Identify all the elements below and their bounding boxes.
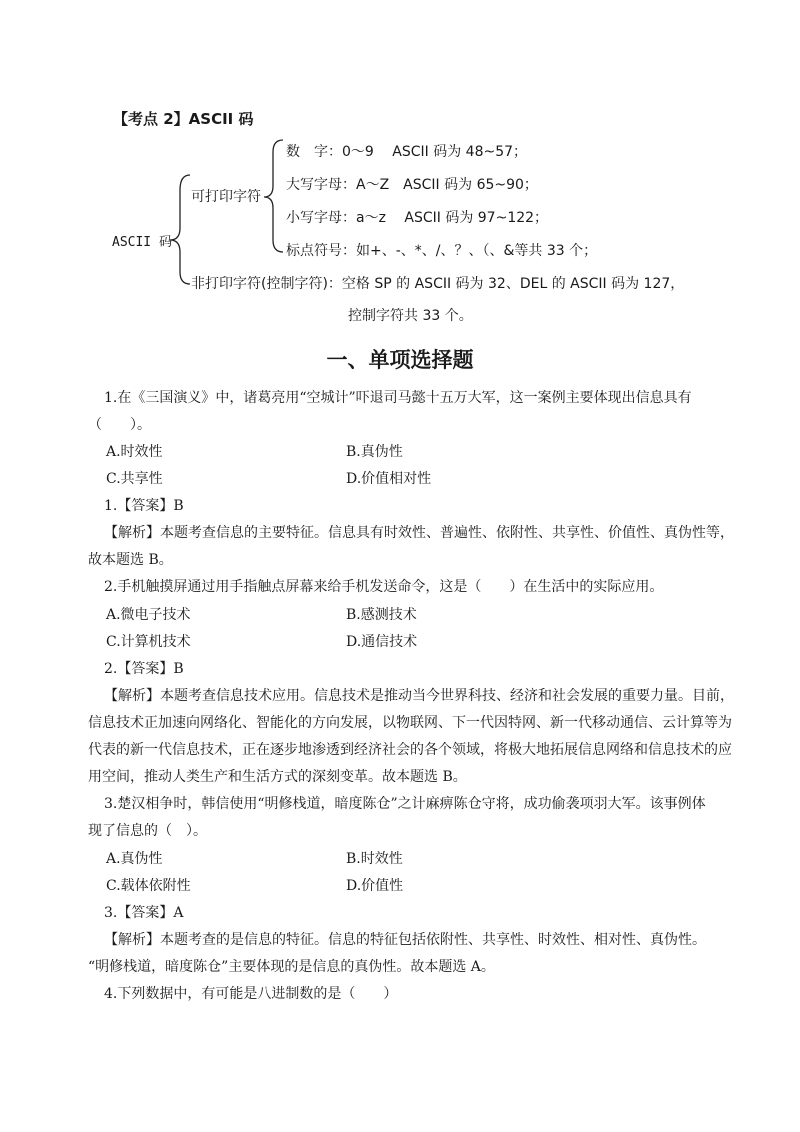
q2-option-b: B.感测技术 [346,607,417,623]
q2-stem-line1: 2.手机触摸屏通过用手指触点屏幕来给手机发送命令，这是（ ）在生活中的实际应用。 [104,579,664,595]
q2-option-d: D.通信技术 [346,634,418,650]
section-title: 一、单项选择题 [326,348,474,372]
q3-option-c: C.载体依附性 [106,878,191,894]
q3-option-d: D.价值性 [346,878,404,894]
q2-option-c: C.计算机技术 [106,634,191,650]
q2-option-a: A.微电子技术 [106,607,191,623]
q3-stem-line1: 3.楚汉相争时，韩信使用“明修栈道，暗度陈仓”之计麻痹陈仓守将，成功偷袭项羽大军。该事例体 [104,796,706,812]
nonprintable-line1: 非打印字符(控制字符)：空格 SP 的 ASCII 码为 32、DEL 的 ASCII 码为 127， [191,276,685,292]
q1-analysis-line1: 【解析】本题考查信息的主要特征。信息具有时效性、普遍性、依附性、共享性、价值性、真伪性等， [104,525,734,541]
root-brace [170,175,190,284]
q2-analysis-line2: 信息技术正加速向网络化、智能化的方向发展，以物联网、下一代因特网、新一代移动通信、云计算等为 [88,715,732,731]
nonprintable-line2: 控制字符共 33 个。 [348,308,473,324]
printable-label: 可打印字符 [191,189,261,205]
q2-answer: 2.【答案】B [104,661,184,677]
q3-stem-line2: 现了信息的（ ）。 [88,823,207,839]
q3-analysis-line1: 【解析】本题考查的是信息的特征。信息的特征包括依附性、共享性、时效性、相对性、真伪性。 [104,932,706,948]
q1-option-d: D.价值相对性 [346,471,432,487]
printable-item-digits: 数 字：0～9 ASCII 码为 48~57； [286,144,528,160]
ascii-root-label: ASCII 码 [112,235,172,250]
q1-stem-line1: 1.在《三国演义》中，诸葛亮用“空城计”吓退司马懿十五万大军，这一案例主要体现出信息具有 [104,390,692,406]
q3-answer: 3.【答案】A [104,905,184,921]
printable-item-lowercase: 小写字母：a～z ASCII 码为 97~122； [286,210,549,226]
printable-item-uppercase: 大写字母：A～Z ASCII 码为 65~90； [286,177,538,193]
q1-option-c: C.共享性 [106,471,163,487]
q2-analysis-line4: 用空间，推动人类生产和生活方式的深刻变革。故本题选 B。 [88,769,467,785]
printable-brace [264,140,283,252]
q4-stem-line1: 4.下列数据中，有可能是八进制数的是（ ） [104,986,398,1002]
kaodian-heading: 【考点 2】ASCII 码 [113,110,254,128]
q1-option-b: B.真伪性 [346,444,403,460]
printable-item-punctuation: 标点符号：如+、-、*、/、？、（、&等共 33 个； [286,243,598,259]
q1-stem-line2: （ ）。 [88,417,151,433]
q3-analysis-line2: “明修栈道，暗度陈仓”主要体现的是信息的真伪性。故本题选 A。 [88,959,495,975]
q3-option-b: B.时效性 [346,851,403,867]
q1-answer: 1.【答案】B [104,498,184,514]
q1-option-a: A.时效性 [106,444,163,460]
q2-analysis-line1: 【解析】本题考查信息技术应用。信息技术是推动当今世界科技、经济和社会发展的重要力量。目前， [104,688,734,704]
q3-option-a: A.真伪性 [106,851,163,867]
q1-analysis-line2: 故本题选 B。 [88,552,173,568]
q2-analysis-line3: 代表的新一代信息技术，正在逐步地渗透到经济社会的各个领域，将极大地拓展信息网络和信息技术的应 [88,742,732,758]
